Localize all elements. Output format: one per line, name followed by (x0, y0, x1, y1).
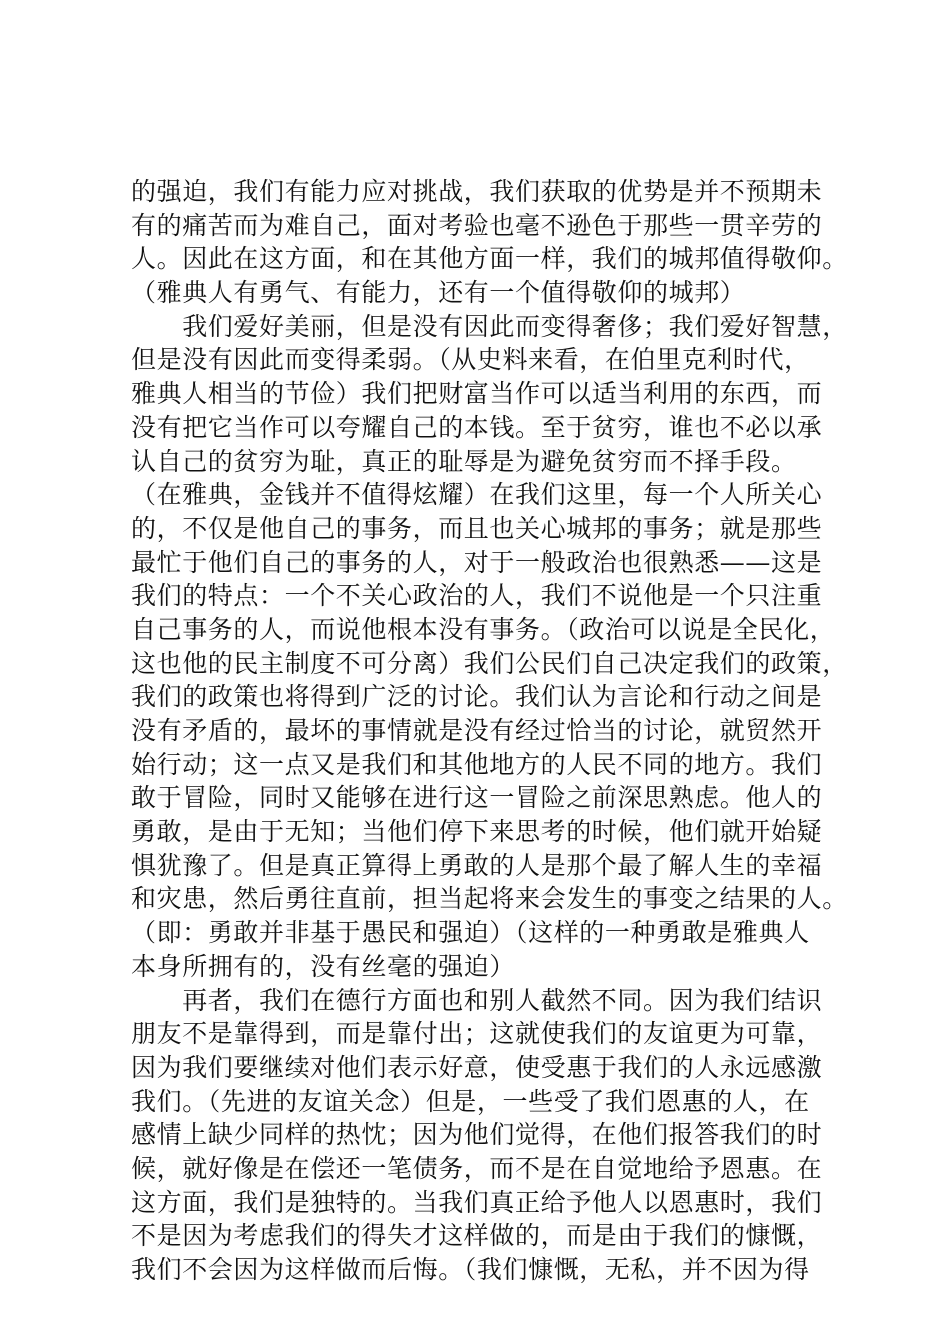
text-line: 有的痛苦而为难自己，面对考验也毫不逊色于那些一贯辛劳的 (131, 210, 823, 240)
text-line: 认自己的贫穷为耻，真正的耻辱是为避免贫穷而不择手段。 (131, 446, 797, 476)
text-line: 始行动；这一点又是我们和其他地方的人民不同的地方。我们 (131, 749, 823, 779)
text-line: 的强迫，我们有能力应对挑战，我们获取的优势是并不预期未 (131, 177, 823, 206)
text-line: 不是因为考虑我们的得失才这样做的，而是由于我们的慷慨， (131, 1221, 823, 1251)
text-line: 自己事务的人，而说他根本没有事务。（政治可以说是全民化， (131, 614, 836, 644)
document-body (131, 175, 848, 1287)
text-line: 因为我们要继续对他们表示好意，使受惠于我们的人永远感激 (131, 1052, 823, 1082)
text-line: 勇敢，是由于无知；当他们停下来思考的时候，他们就开始疑 (131, 817, 823, 847)
text-line: 雅典人相当的节俭）我们把财富当作可以适当利用的东西，而 (131, 379, 823, 409)
text-line: 的，不仅是他自己的事务，而且也关心城邦的事务；就是那些 (131, 513, 823, 543)
text-line: 这方面，我们是独特的。当我们真正给予他人以恩惠时，我们 (131, 1187, 823, 1217)
text-line: 人。因此在这方面，和在其他方面一样，我们的城邦值得敬仰。 (131, 244, 848, 274)
text-line: 惧犹豫了。但是真正算得上勇敢的人是那个最了解人生的幸福 (131, 850, 823, 880)
text-line: （即：勇敢并非基于愚民和强迫）（这样的一种勇敢是雅典人 (131, 918, 810, 948)
text-line: 最忙于他们自己的事务的人，对于一般政治也很熟悉——这是 (131, 547, 823, 577)
text-line: 这也他的民主制度不可分离）我们公民们自己决定我们的政策， (131, 648, 848, 678)
text-line: （雅典人有勇气、有能力，还有一个值得敬仰的城邦） (131, 278, 746, 308)
text-line: 我们的政策也将得到广泛的讨论。我们认为言论和行动之间是 (131, 682, 823, 712)
text-line: 我们爱好美丽，但是没有因此而变得奢侈；我们爱好智慧， (131, 311, 848, 341)
text-line: 但是没有因此而变得柔弱。（从史料来看，在伯里克利时代， (131, 345, 810, 375)
text-line: 和灾患，然后勇往直前，担当起将来会发生的事变之结果的人。 (131, 884, 848, 914)
text-line: 再者，我们在德行方面也和别人截然不同。因为我们结识 (131, 985, 823, 1015)
text-line: 没有矛盾的，最坏的事情就是没有经过恰当的讨论，就贸然开 (131, 716, 823, 745)
text-line: 朋友不是靠得到，而是靠付出；这就使我们的友谊更为可靠， (131, 1019, 823, 1049)
text-line: 感情上缺少同样的热忱；因为他们觉得，在他们报答我们的时 (131, 1120, 823, 1150)
text-line: 没有把它当作可以夸耀自己的本钱。至于贫穷，谁也不必以承 (131, 412, 823, 442)
text-line: 敢于冒险，同时又能够在进行这一冒险之前深思熟虑。他人的 (131, 783, 823, 813)
text-line: 我们不会因为这样做而后悔。（我们慷慨，无私，并不因为得 (131, 1255, 810, 1284)
text-line: （在雅典，金钱并不值得炫耀）在我们这里，每一个人所关心 (131, 480, 823, 510)
text-line: 我们的特点：一个不关心政治的人，我们不说他是一个只注重 (131, 581, 823, 611)
text-line: 候，就好像是在偿还一笔债务，而不是在自觉地给予恩惠。在 (131, 1153, 823, 1183)
text-line: 我们。（先进的友谊关念）但是，一些受了我们恩惠的人，在 (131, 1086, 810, 1116)
text-line: 本身所拥有的，没有丝毫的强迫） (131, 951, 516, 981)
